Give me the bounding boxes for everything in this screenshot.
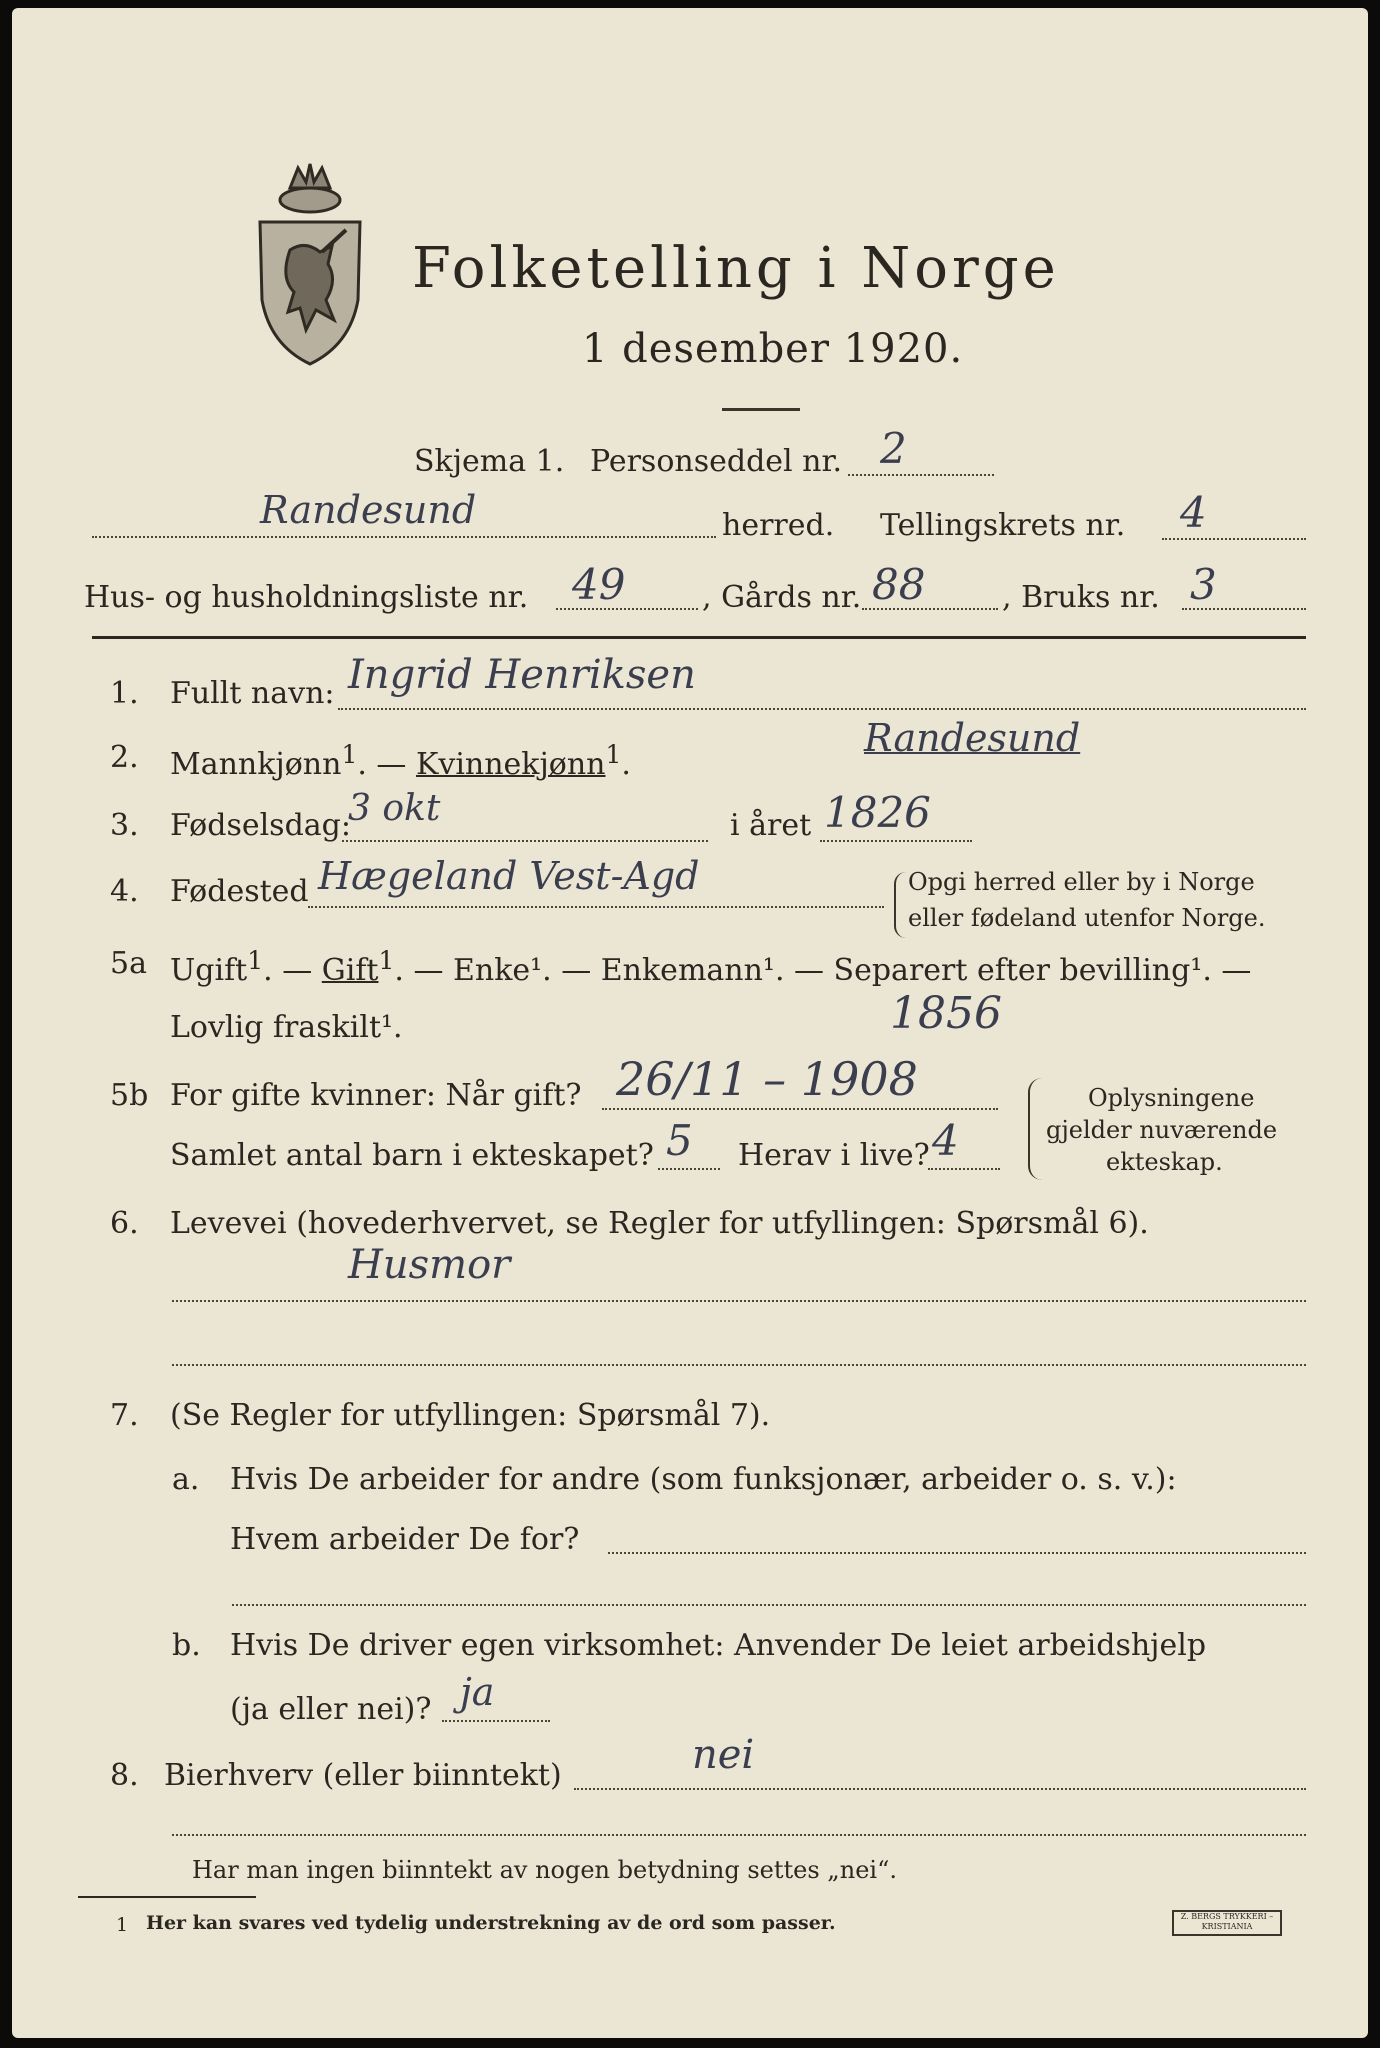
q5a-option-fraskilt[interactable]: Lovlig fraskilt¹. bbox=[170, 1010, 403, 1045]
q4-line bbox=[308, 906, 884, 908]
q7b-value[interactable]: ja bbox=[460, 1670, 495, 1714]
q7-label: (Se Regler for utfyllingen: Spørsmål 7). bbox=[170, 1398, 771, 1433]
q1-number: 1. bbox=[110, 676, 139, 711]
q7-number: 7. bbox=[110, 1398, 139, 1433]
q5b-label: For gifte kvinner: Når gift? bbox=[170, 1078, 582, 1113]
q5b-children-value[interactable]: 5 bbox=[666, 1116, 693, 1165]
footnote-mark: 1 bbox=[116, 1914, 129, 1936]
q5b-note-line3: ekteskap. bbox=[1106, 1148, 1223, 1176]
q2-option-kvinnekjonn[interactable]: Kvinnekjønn bbox=[415, 747, 606, 782]
q2-options: Mannkjønn$^1$. — Kvinnekjønn$^1$. bbox=[170, 740, 631, 782]
norwegian-coat-of-arms-icon bbox=[250, 160, 370, 370]
q8-number: 8. bbox=[110, 1758, 139, 1793]
form-date: 1 desember 1920. bbox=[582, 326, 964, 372]
q5b-line bbox=[602, 1108, 998, 1110]
q6-value[interactable]: Husmor bbox=[348, 1242, 511, 1288]
bruks-value[interactable]: 3 bbox=[1190, 560, 1217, 609]
q1-value[interactable]: Ingrid Henriksen bbox=[348, 652, 696, 698]
q7b-letter: b. bbox=[172, 1628, 201, 1663]
q5b-alive-value[interactable]: 4 bbox=[932, 1116, 959, 1165]
q7b-label: Hvis De driver egen virksomhet: Anvender De leiet arbeidshjelp bbox=[230, 1628, 1207, 1663]
q7a-employer-line bbox=[608, 1552, 1306, 1554]
herred-line bbox=[92, 536, 716, 538]
q5a-option-gift[interactable]: Gift bbox=[321, 953, 379, 988]
q7a-employer-label: Hvem arbeider De for? bbox=[230, 1522, 580, 1557]
q5b-children-label: Samlet antal barn i ekteskapet? bbox=[170, 1138, 654, 1173]
q8-value[interactable]: nei bbox=[692, 1732, 755, 1778]
q4-label: Fødested bbox=[170, 874, 309, 909]
form-title: Folketelling i Norge bbox=[412, 236, 1060, 301]
q5a-note-year[interactable]: 1856 bbox=[890, 988, 1002, 1039]
q5a-options: Ugift$^1$. — Gift$^1$. — Enke¹. — Enkemann¹. — Separert efter bevilling¹. — bbox=[170, 946, 1252, 988]
q3-value[interactable]: 3 okt bbox=[348, 788, 441, 829]
q5a-other-options[interactable]: . — Enke¹. — Enkemann¹. — Separert efter bevilling¹. — bbox=[394, 953, 1252, 988]
footnote-text: Her kan svares ved tydelig understrekning av de ord som passer. bbox=[146, 1912, 836, 1934]
bruks-label: , Bruks nr. bbox=[1002, 580, 1160, 615]
q1-line bbox=[338, 708, 1306, 710]
personseddel-value[interactable]: 2 bbox=[880, 424, 907, 473]
q5b-children-line bbox=[658, 1168, 720, 1170]
q2-number: 2. bbox=[110, 740, 139, 775]
q6-label: Levevei (hovederhvervet, se Regler for utfyllingen: Spørsmål 6). bbox=[170, 1206, 1149, 1241]
q4-number: 4. bbox=[110, 874, 139, 909]
q6-line1 bbox=[172, 1300, 1306, 1302]
footer-note: Har man ingen biinntekt av nogen betydning settes „nei“. bbox=[192, 1856, 897, 1884]
q7a-label: Hvis De arbeider for andre (som funksjonær, arbeider o. s. v.): bbox=[230, 1462, 1177, 1497]
hus-value[interactable]: 49 bbox=[572, 560, 626, 609]
q5a-option-ugift[interactable]: Ugift bbox=[170, 953, 248, 988]
q8-line bbox=[574, 1788, 1306, 1790]
q2-option-mannkjonn[interactable]: Mannkjønn bbox=[170, 747, 342, 782]
q5b-alive-line bbox=[928, 1168, 1000, 1170]
footnote-rule bbox=[78, 1896, 256, 1898]
personseddel-label: Personseddel nr. bbox=[590, 444, 843, 479]
q5a-number: 5a bbox=[110, 946, 147, 981]
q7a-letter: a. bbox=[172, 1462, 200, 1497]
header-divider bbox=[92, 636, 1306, 639]
personseddel-line bbox=[848, 474, 994, 476]
q4-brace bbox=[894, 872, 906, 938]
q5b-alive-label: Herav i live? bbox=[738, 1138, 930, 1173]
q5a-separator: . — bbox=[263, 953, 322, 988]
q6-line2 bbox=[172, 1364, 1306, 1366]
herred-value[interactable]: Randesund bbox=[260, 488, 477, 532]
schema-label: Skjema 1. bbox=[414, 444, 565, 479]
q6-number: 6. bbox=[110, 1206, 139, 1241]
hus-label: Hus- og husholdningsliste nr. bbox=[84, 580, 529, 615]
q5b-note-line2: gjelder nuværende bbox=[1046, 1116, 1278, 1144]
tellingskrets-label: Tellingskrets nr. bbox=[880, 508, 1126, 543]
gards-value[interactable]: 88 bbox=[872, 560, 926, 609]
q5b-brace bbox=[1028, 1078, 1042, 1180]
q3-year-value[interactable]: 1826 bbox=[824, 788, 931, 837]
title-divider bbox=[722, 408, 800, 411]
q4-note-line2: eller fødeland utenfor Norge. bbox=[908, 904, 1266, 932]
q7b-answer-label: (ja eller nei)? bbox=[230, 1692, 432, 1727]
q1-label: Fullt navn: bbox=[170, 676, 335, 711]
q2-separator: . — bbox=[357, 747, 416, 782]
q8-line2 bbox=[172, 1834, 1306, 1836]
q5b-note-line1: Oplysningene bbox=[1088, 1084, 1255, 1112]
herred-label: herred. bbox=[722, 508, 835, 543]
census-form-page bbox=[12, 8, 1368, 2038]
tellingskrets-line bbox=[1162, 538, 1306, 540]
q4-value[interactable]: Hægeland Vest-Agd bbox=[318, 854, 700, 898]
q2-end: . bbox=[621, 747, 631, 782]
q8-label: Bierhverv (eller biinntekt) bbox=[164, 1758, 562, 1793]
q3-year-label: i året bbox=[730, 808, 812, 843]
printer-stamp: Z. BERGS TRYKKERI – KRISTIANIA bbox=[1172, 1910, 1282, 1936]
gards-label: , Gårds nr. bbox=[702, 580, 862, 615]
q7a-employer-line2 bbox=[232, 1604, 1306, 1606]
q7b-answer-line bbox=[442, 1720, 550, 1722]
q3-line bbox=[342, 840, 708, 842]
q5b-value[interactable]: 26/11 – 1908 bbox=[616, 1052, 918, 1106]
q4-note-line1: Opgi herred eller by i Norge bbox=[908, 868, 1255, 896]
q3-number: 3. bbox=[110, 808, 139, 843]
q3-label: Fødselsdag: bbox=[170, 808, 351, 843]
q2-note-residence[interactable]: Randesund bbox=[864, 716, 1081, 760]
tellingskrets-value[interactable]: 4 bbox=[1180, 488, 1207, 537]
q3-year-line bbox=[820, 840, 972, 842]
q5b-number: 5b bbox=[110, 1078, 149, 1113]
